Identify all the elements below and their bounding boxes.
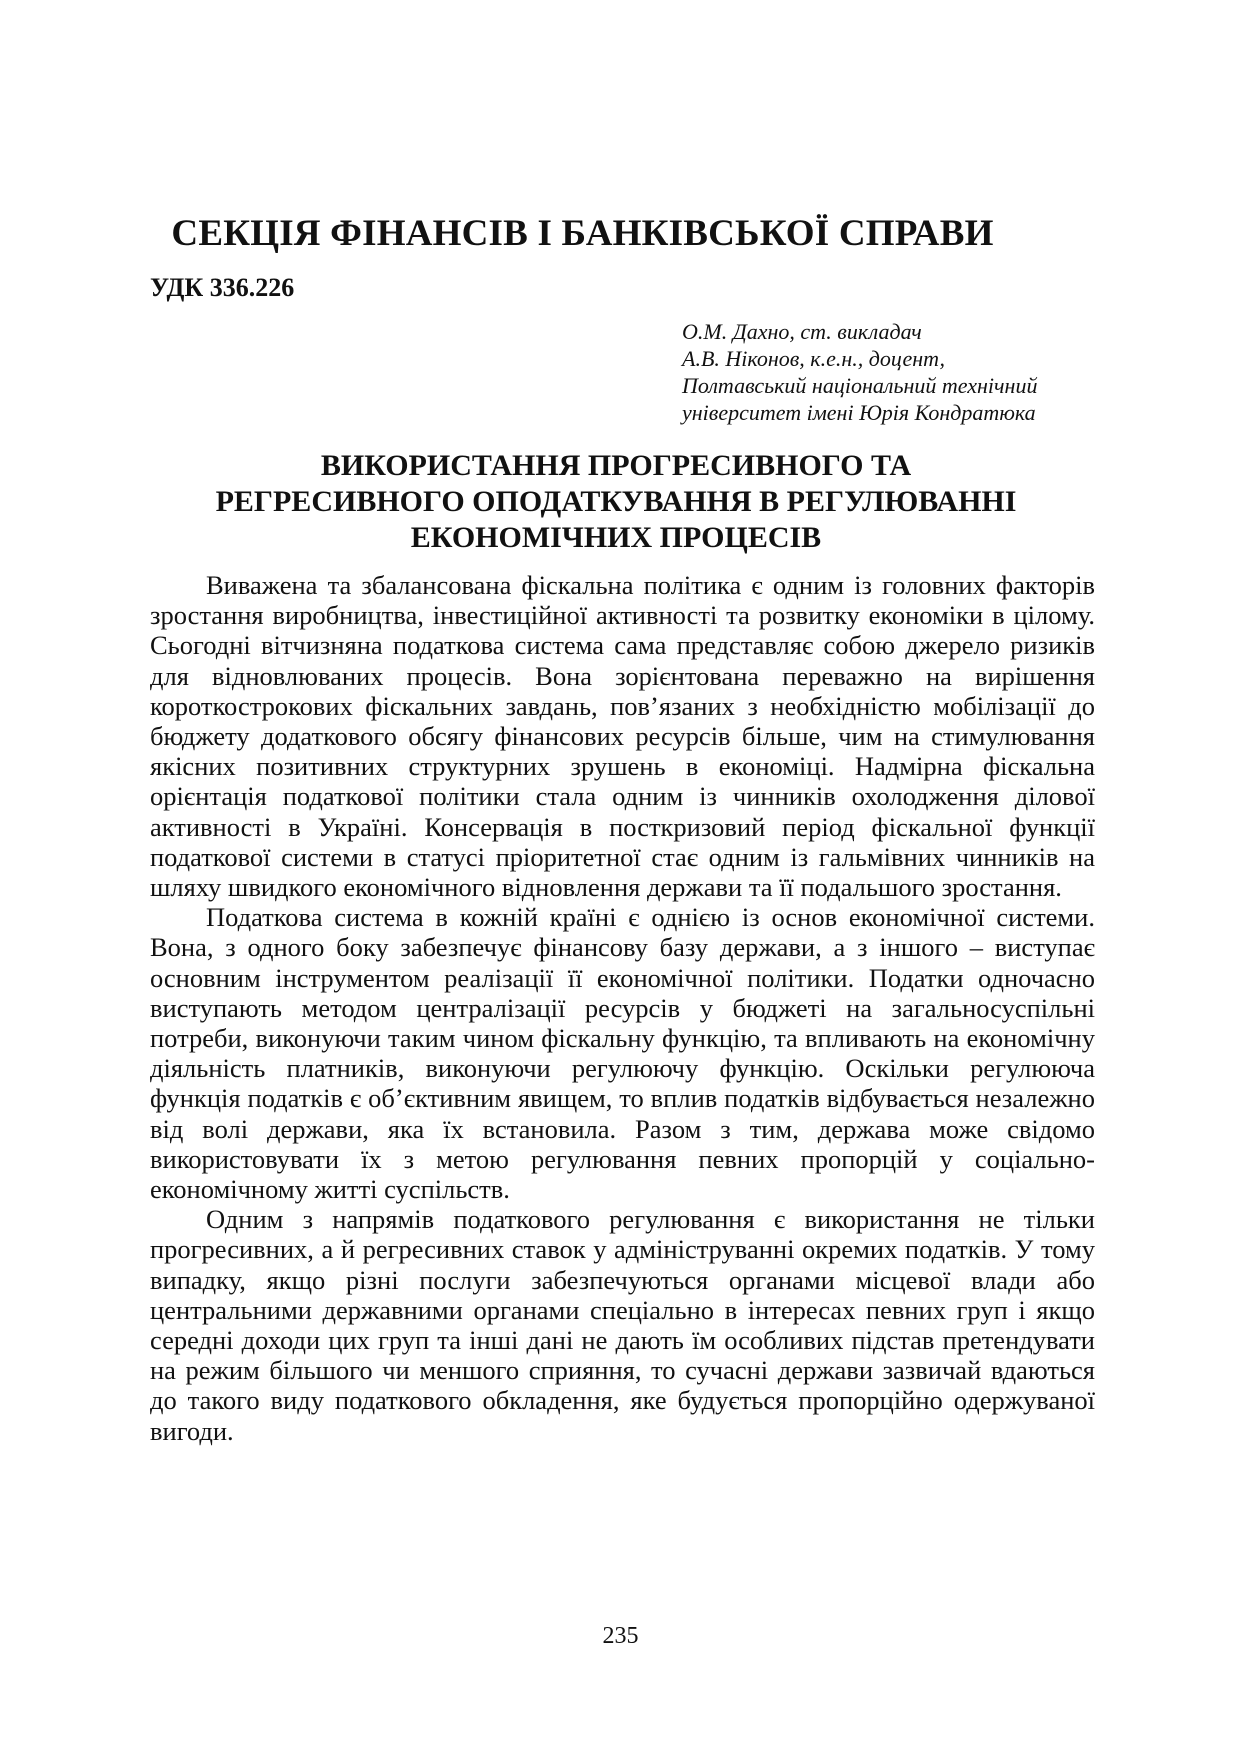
author-line: О.М. Дахно, ст. викладач [682, 319, 922, 344]
body-paragraph: Виважена та збалансована фіскальна політика є одним із головних факторів зростання виробництва, інвестиційної активності та розвитку економіки в цілому. Сьогодні вітчизняна податкова система сама представляє собою джерело ризиків для відновлюваних процесів. Вона зорієнтована переважно на вирішення короткострокових фіскальних завдань, пов’язаних з необхідністю мобілізації до бюджету додаткового обсягу фінансових ресурсів більше, чим на стимулювання якісних позитивних структурних зрушень в економіці. Надмірна фіскальна орієнтація податкової політики стала одним із чинників охолодження ділової активності в Україні. Консервація в посткризовий період фіскальної функції податкової системи в статусі пріоритетної стає одним із гальмівних чинників на шляху швидкого економічного відновлення держави та її подальшого зростання. [150, 570, 1095, 903]
affiliation-line: університет імені Юрія Кондратюка [682, 400, 1036, 425]
article-body [150, 570, 1095, 1446]
article-title [150, 448, 1082, 556]
body-paragraph: Податкова система в кожній країні є однією із основ економічної системи. Вона, з одного боку забезпечує фінансову базу держави, а з іншого – виступає основним інструментом реалізації її економічної політики. Податки одночасно виступають методом централізації ресурсів у бюджеті на загальносуспільні потреби, виконуючи таким чином фіскальну функцію, та впливають на економічну діяльність платників, виконуючи регулюючу функцію. Оскільки регулююча функція податків є об’єктивним явищем, то вплив податків відбувається незалежно від волі держави, яка їх встановила. Разом з тим, держава може свідомо використовувати їх з метою регулювання певних пропорцій у соціально-економічному житті суспільств. [150, 902, 1095, 1205]
author-line: А.В. Ніконов, к.е.н., доцент, [682, 346, 946, 371]
page-number: 235 [602, 1623, 639, 1649]
article-title-line: ВИКОРИСТАННЯ ПРОГРЕСИВНОГО ТА [320, 449, 912, 482]
article-title-line: РЕГРЕСИВНОГО ОПОДАТКУВАННЯ В РЕГУЛЮВАННІ [215, 485, 1017, 518]
author-block [682, 318, 1037, 426]
affiliation-line: Полтавський національний технічний [682, 373, 1038, 398]
udc-code: УДК 336.226 [150, 273, 295, 302]
article-title-line: ЕКОНОМІЧНИХ ПРОЦЕСІВ [410, 521, 822, 554]
section-title: СЕКЦІЯ ФІНАНСІВ І БАНКІВСЬКОЇ СПРАВИ [171, 213, 994, 254]
body-paragraph: Одним з напрямів податкового регулювання є використання не тільки прогресивних, а й регресивних ставок у адмініструванні окремих податків. У тому випадку, якщо різні послуги забезпечуються органами місцевої влади або центральними державними органами спеціально в інтересах певних груп і якщо середні доходи цих груп та інші дані не дають їм особливих підстав претендувати на режим більшого чи меншого сприяння, то сучасні держави зазвичай вдаються до такого виду податкового обкладення, яке будується пропорційно одержуваної вигоди. [150, 1204, 1095, 1446]
